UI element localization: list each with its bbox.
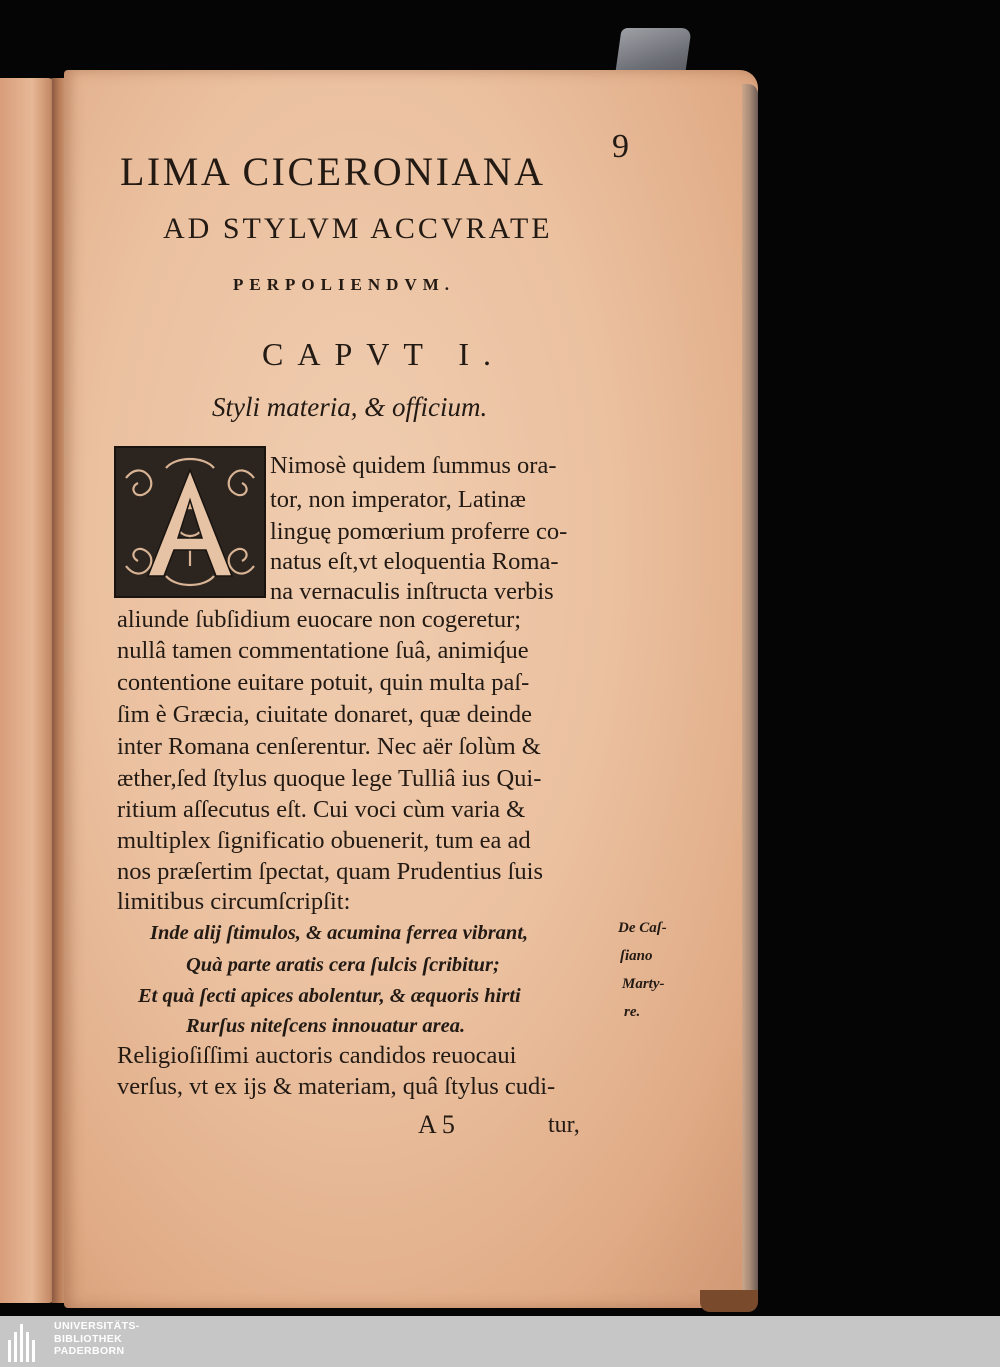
title-line-1: LIMA CICERONIANA <box>120 149 546 194</box>
decorated-initial-icon <box>114 446 266 598</box>
body-line: linguę pomœrium proferre co- <box>270 518 568 545</box>
body-line: Nimosè quidem ſummus ora- <box>270 452 557 479</box>
margin-note: ſiano <box>620 948 653 964</box>
margin-note: Marty- <box>622 976 665 992</box>
verse-line: Rurſus niteſcens innouatur area. <box>186 1015 466 1037</box>
body-line: tor, non imperator, Latinæ <box>270 486 526 513</box>
body-line: aliunde ſubſidium euocare non cogeretur; <box>117 606 522 633</box>
body-line: na vernaculis inſtructa verbis <box>270 578 554 605</box>
library-logo-icon <box>8 1322 42 1362</box>
binding-corner <box>700 1290 758 1312</box>
body-line: nos præſertim ſpectat, quam Prudentius ſuis <box>117 858 543 885</box>
title-line-2: AD STYLVM ACCVRATE <box>163 212 553 245</box>
body-line: Religioſiſſimi auctoris candidos reuocaui <box>117 1042 517 1069</box>
body-line: verſus, vt ex ijs & materiam, quâ ſtylus cudi- <box>117 1073 556 1100</box>
margin-note: De Caſ- <box>618 920 667 936</box>
body-line: limitibus circumſcripſit: <box>117 888 351 915</box>
logo-line: PADERBORN <box>54 1345 125 1357</box>
body-line: natus eſt,vt eloquentia Roma- <box>270 548 559 575</box>
verse-line: Inde alij ſtimulos, & acumina ferrea vibrant, <box>150 922 529 944</box>
chapter-heading: CAPVT I. <box>262 336 505 372</box>
library-logo-text <box>54 1320 140 1358</box>
body-line: nullâ tamen commentatione ſuâ, animiq́ue <box>117 637 529 664</box>
page-number: 9 <box>612 128 629 165</box>
body-line: inter Romana cenſerentur. Nec aër ſolùm & <box>117 733 541 760</box>
footer-band <box>0 1316 1000 1367</box>
chapter-subtitle: Styli materia, & officium. <box>212 392 488 422</box>
body-line: æther,ſed ſtylus quoque lege Tulliâ ius Qui- <box>117 765 542 792</box>
left-page-edge <box>0 78 58 1303</box>
verse-line: Et quà ſecti apices abolentur, & æquoris hirti <box>138 985 521 1007</box>
body-line: ritium aſſecutus eſt. Cui voci cùm varia & <box>117 796 526 823</box>
catchword: tur, <box>548 1112 580 1138</box>
body-line: multiplex ſignificatio obuenerit, tum ea ad <box>117 827 531 854</box>
page-edge-stack <box>742 84 758 1304</box>
margin-note: re. <box>624 1004 641 1020</box>
title-line-3: PERPOLIENDVM. <box>233 275 456 294</box>
body-line: ſim è Græcia, ciuitate donaret, quæ deinde <box>117 701 533 728</box>
logo-line: BIBLIOTHEK <box>54 1332 123 1345</box>
verse-line: Quà parte aratis cera ſulcis ſcribitur; <box>186 954 500 976</box>
signature-mark: A 5 <box>418 1110 455 1139</box>
body-line: contentione euitare potuit, quin multa paſ- <box>117 669 530 696</box>
logo-line: UNIVERSITÄTS- <box>54 1320 140 1332</box>
